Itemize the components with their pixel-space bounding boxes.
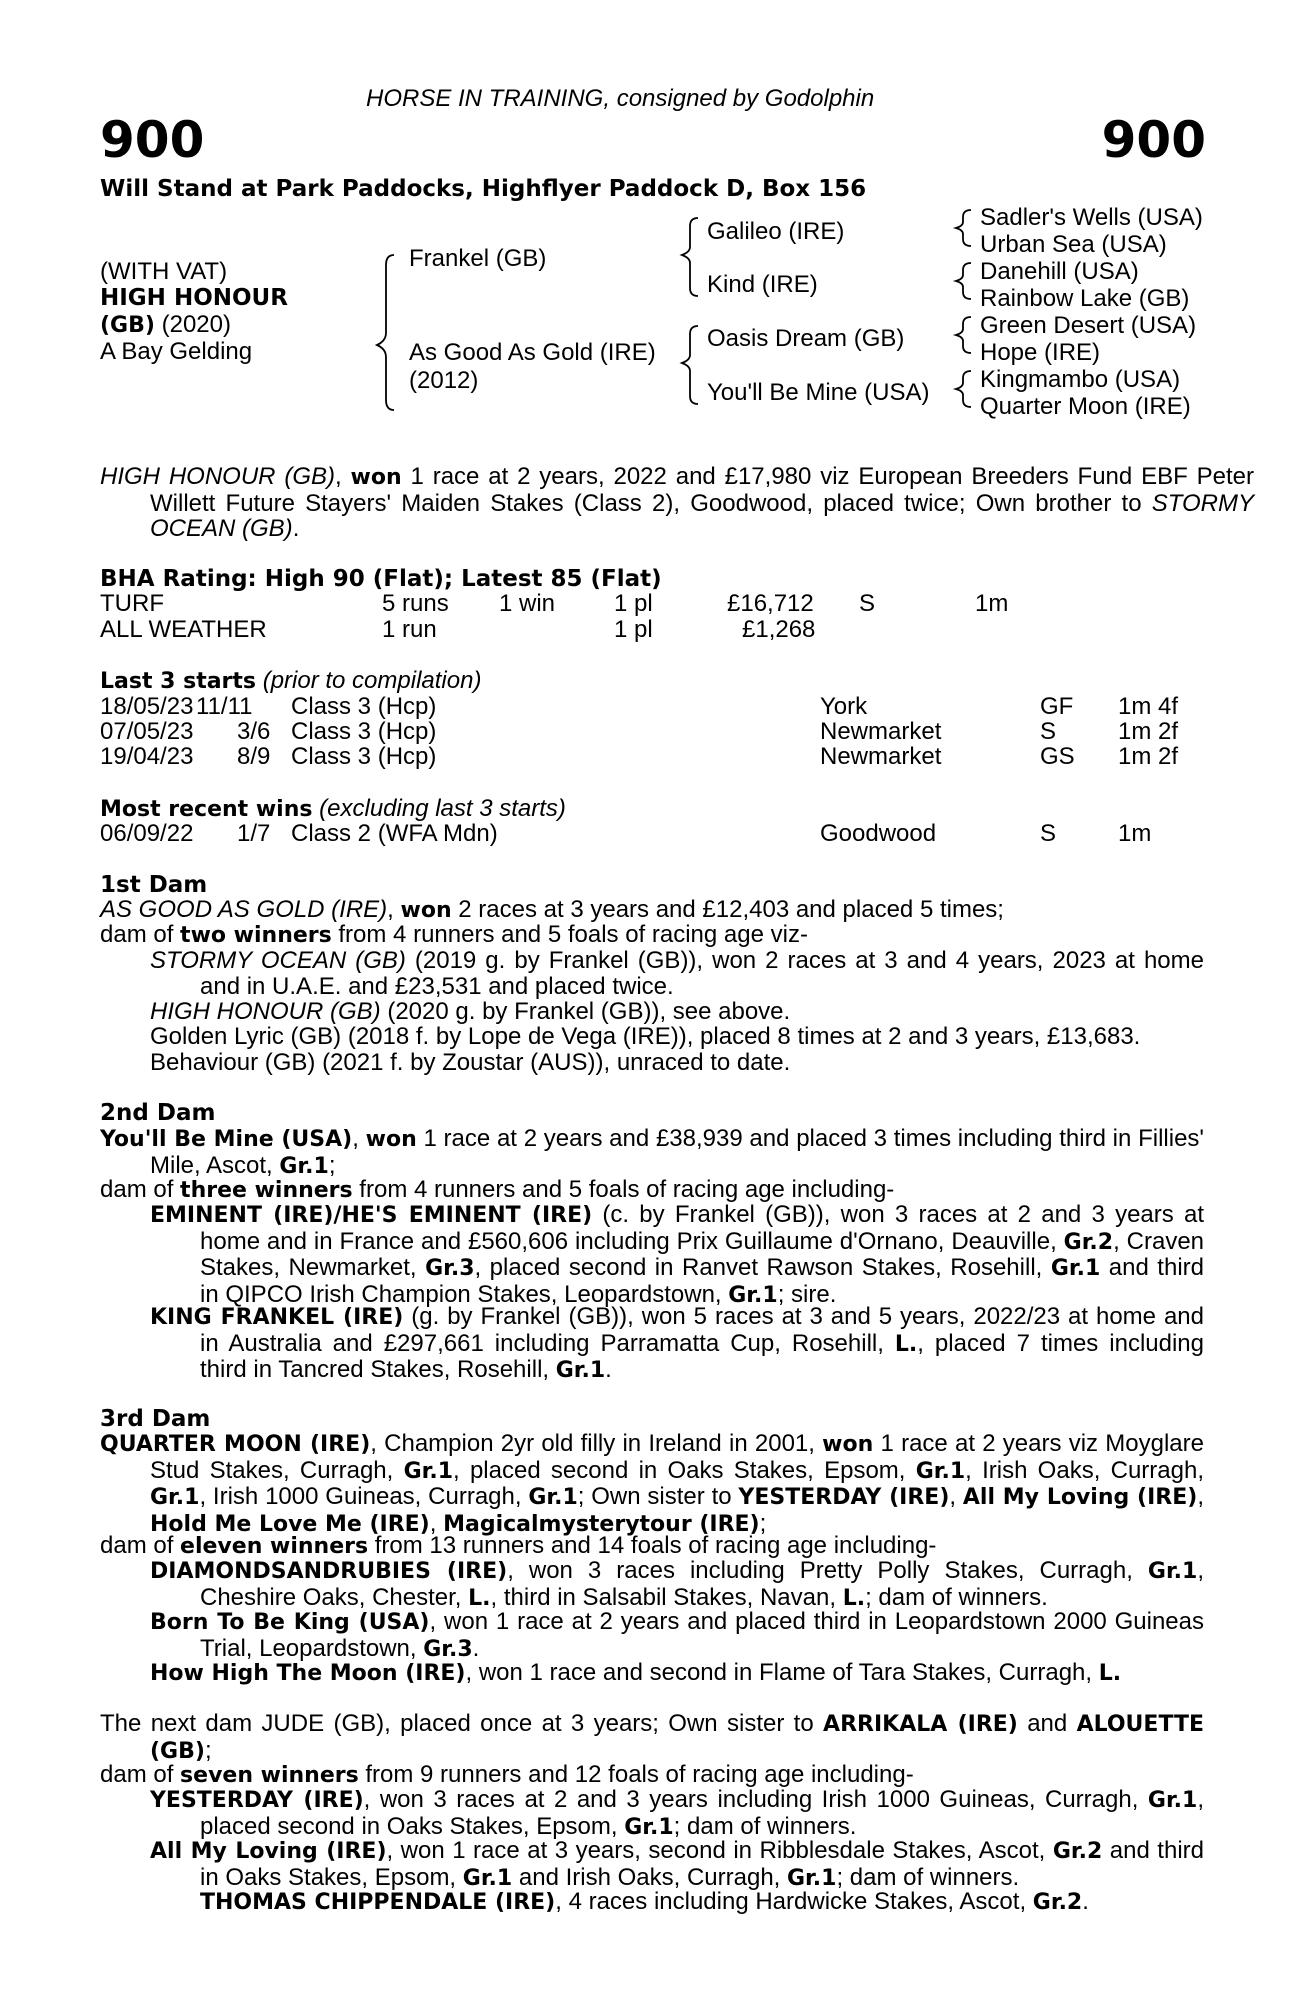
second-dam-record: You'll Be Mine (USA), won 1 race at 2 years and £38,939 and placed 3 times including third in Fillies' Mile, Ascot, Gr.1; [100, 1125, 1204, 1179]
last-start-2-dist: 1m 2f [1118, 718, 1179, 745]
pedigree-dam-dam: You'll Be Mine (USA) [707, 379, 930, 406]
last-start-2-race: Class 3 (Hcp) [291, 718, 437, 745]
pedigree-g3: Danehill (USA) [980, 258, 1139, 285]
last-start-3-course: Newmarket [820, 743, 942, 770]
recent-win-1-race: Class 2 (WFA Mdn) [291, 820, 498, 847]
horse-origin-year: (GB) (2020) [100, 311, 231, 338]
rating-aw-runs: 1 run [382, 616, 437, 643]
last-start-3-going: GS [1040, 743, 1075, 770]
vat-label: (WITH VAT) [100, 258, 228, 285]
pedigree-g6: Hope (IRE) [980, 339, 1101, 366]
next-dam-offspring-1: YESTERDAY (IRE), won 3 races at 2 and 3 years including Irish 1000 Guineas, Curragh, Gr.1, placed second in Oaks Stakes, Epsom, Gr.1; dam of winners. [150, 1786, 1205, 1840]
rating-turf-surface: TURF [100, 590, 164, 617]
pedigree-dam-sire: Oasis Dream (GB) [707, 325, 905, 352]
third-dam-title: 3rd Dam [100, 1406, 211, 1432]
third-dam-record: QUARTER MOON (IRE), Champion 2yr old filly in Ireland in 2001, won 1 race at 2 years viz Moyglare Stud Stakes, Curragh, Gr.1, placed second in Oaks Stakes, Epsom, Gr.1, Irish Oaks, Curragh, Gr.1, Irish 1000 Guineas, Curragh, Gr.1; Own sister to YESTERDAY (IRE), All My Loving (IRE), Hold Me Love Me (IRE), Magicalmysterytour (IRE); [100, 1430, 1205, 1537]
lot-number-left: 900 [100, 111, 205, 169]
pedigree-g1: Sadler's Wells (USA) [980, 204, 1203, 231]
last-start-2-pos: 3/6 [237, 718, 271, 745]
race-summary: HIGH HONOUR (GB), won 1 race at 2 years, 2022 and £17,980 viz European Breeders Fund EBF Peter Willett Future Stayers' Maiden Stakes (Class 2), Goodwood, placed twice; Own brother to STORMY OCEAN (GB). [100, 463, 1254, 542]
rating-title: BHA Rating: High 90 (Flat); Latest 85 (Flat) [100, 566, 662, 592]
rating-turf-runs: 5 runs [382, 590, 449, 617]
pedigree-g8: Quarter Moon (IRE) [980, 393, 1191, 420]
rating-turf-dist: 1m [975, 590, 1009, 617]
recent-win-1-date: 06/09/22 [100, 820, 194, 847]
last-start-2-course: Newmarket [820, 718, 942, 745]
recent-win-1-dist: 1m [1118, 820, 1152, 847]
lot-number-right: 900 [1101, 111, 1206, 169]
next-dam-produce: dam of seven winners from 9 runners and 12 foals of racing age including- [100, 1761, 914, 1788]
second-dam-produce: dam of three winners from 4 runners and 5 foals of racing age including- [100, 1176, 895, 1203]
pedigree-g5: Green Desert (USA) [980, 312, 1197, 339]
pedigree-dam-year: (2012) [409, 367, 479, 394]
next-dam-offspring-3: THOMAS CHIPPENDALE (IRE), 4 races including Hardwicke Stakes, Ascot, Gr.2. [200, 1888, 1089, 1915]
pedigree-sire: Frankel (GB) [409, 245, 547, 272]
next-dam-offspring-2: All My Loving (IRE), won 1 race at 3 years, second in Ribblesdale Stakes, Ascot, Gr.2 and third in Oaks Stakes, Epsom, Gr.1 and Irish Oaks, Curragh, Gr.1; dam of winners. [150, 1837, 1204, 1891]
last-start-1-race: Class 3 (Hcp) [291, 693, 437, 720]
last-start-3-race: Class 3 (Hcp) [291, 743, 437, 770]
horse-name: HIGH HONOUR [100, 285, 288, 311]
stable-line: Will Stand at Park Paddocks, Highflyer Paddock D, Box 156 [100, 176, 867, 202]
rating-turf-pl: 1 pl [614, 590, 653, 617]
next-dam-record: The next dam JUDE (GB), placed once at 3 years; Own sister to ARRIKALA (IRE) and ALOUETTE (GB); [100, 1710, 1204, 1764]
rating-aw-surface: ALL WEATHER [100, 616, 267, 643]
second-dam-title: 2nd Dam [100, 1100, 216, 1126]
last-start-2-going: S [1040, 718, 1057, 745]
first-dam-offspring-1: STORMY OCEAN (GB) (2019 g. by Frankel (GB)), won 2 races at 3 and 4 years, 2023 at home and in U.A.E. and £23,531 and placed twice. [150, 947, 1204, 1000]
first-dam-produce: dam of two winners from 4 runners and 5 foals of racing age viz- [100, 921, 808, 948]
last-start-3-dist: 1m 2f [1118, 743, 1179, 770]
first-dam-title: 1st Dam [100, 872, 208, 898]
third-dam-offspring-2: Born To Be King (USA), won 1 race at 2 years and placed third in Leopardstown 2000 Guineas Trial, Leopardstown, Gr.3. [150, 1608, 1205, 1662]
first-dam-offspring-2: HIGH HONOUR (GB) (2020 g. by Frankel (GB)), see above. [150, 998, 791, 1025]
horse-description: A Bay Gelding [100, 338, 253, 365]
rating-turf-wins: 1 win [499, 590, 556, 617]
pedigree-g4: Rainbow Lake (GB) [980, 285, 1190, 312]
third-dam-offspring-1: DIAMONDSANDRUBIES (IRE), won 3 races including Pretty Polly Stakes, Curragh, Gr.1, Cheshire Oaks, Chester, L., third in Salsabil Stakes, Navan, L.; dam of winners. [150, 1557, 1204, 1611]
rating-aw-prize: £1,268 [742, 616, 816, 643]
last-start-3-pos: 8/9 [237, 743, 271, 770]
pedigree-dam: As Good As Gold (IRE) [409, 339, 656, 366]
pedigree-sire-dam: Kind (IRE) [707, 271, 818, 298]
pedigree-g2: Urban Sea (USA) [980, 231, 1167, 258]
second-dam-offspring-2: KING FRANKEL (IRE) (g. by Frankel (GB)), won 5 races at 3 and 5 years, 2022/23 at home and in Australia and £297,661 including Parramatta Cup, Rosehill, L., placed 7 times including third in Tancred Stakes, Rosehill, Gr.1. [150, 1303, 1205, 1383]
third-dam-produce: dam of eleven winners from 13 runners and 14 foals of racing age including- [100, 1532, 937, 1559]
recent-wins-title: Most recent wins (excluding last 3 starts) [100, 795, 566, 822]
recent-win-1-pos: 1/7 [237, 820, 271, 847]
second-dam-offspring-1: EMINENT (IRE)/HE'S EMINENT (IRE) (c. by Frankel (GB)), won 3 races at 2 and 3 years at home and in France and £560,606 including Prix Guillaume d'Ornano, Deauville, Gr.2, Craven Stakes, Newmarket, Gr.3, placed second in Ranvet Rawson Stakes, Rosehill, Gr.1 and third in QIPCO Irish Champion Stakes, Leopardstown, Gr.1; sire. [150, 1201, 1205, 1308]
consignor-line: HORSE IN TRAINING, consigned by Godolphin [366, 85, 875, 112]
first-dam-record: AS GOOD AS GOLD (IRE), won 2 races at 3 years and £12,403 and placed 5 times; [100, 896, 1004, 923]
recent-win-1-course: Goodwood [820, 820, 937, 847]
rating-aw-pl: 1 pl [614, 616, 653, 643]
pedigree-sire-sire: Galileo (IRE) [707, 218, 845, 245]
last-starts-title: Last 3 starts (prior to compilation) [100, 667, 482, 694]
last-start-1-going: GF [1040, 693, 1074, 720]
first-dam-offspring-4: Behaviour (GB) (2021 f. by Zoustar (AUS)), unraced to date. [150, 1049, 791, 1076]
rating-turf-going: S [859, 590, 876, 617]
last-start-1-course: York [820, 693, 868, 720]
last-start-1-pos: 11/11 [196, 693, 253, 720]
third-dam-offspring-3: How High The Moon (IRE), won 1 race and second in Flame of Tara Stakes, Curragh, L. [150, 1659, 1122, 1686]
last-start-3-date: 19/04/23 [100, 743, 194, 770]
last-start-1-date: 18/05/23 [100, 693, 194, 720]
rating-turf-prize: £16,712 [727, 590, 814, 617]
pedigree-g7: Kingmambo (USA) [980, 366, 1181, 393]
recent-win-1-going: S [1040, 820, 1057, 847]
last-start-2-date: 07/05/23 [100, 718, 194, 745]
first-dam-offspring-3: Golden Lyric (GB) (2018 f. by Lope de Vega (IRE)), placed 8 times at 2 and 3 years, £13,683. [150, 1023, 1141, 1050]
last-start-1-dist: 1m 4f [1118, 693, 1179, 720]
